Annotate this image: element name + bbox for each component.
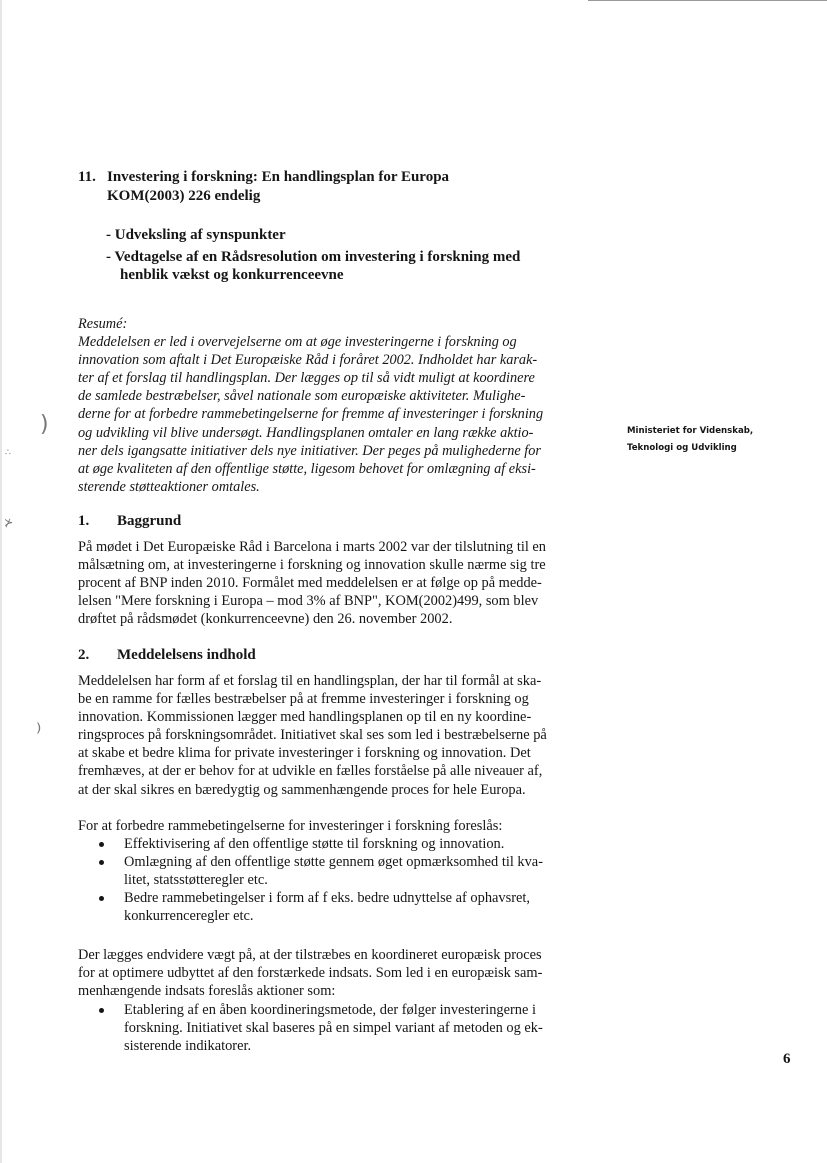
margin-mark: ⊁ bbox=[4, 516, 14, 529]
paragraph-line: for at optimere udbyttet af den forstærkede indsats. Som led i en europæisk sam- bbox=[78, 965, 543, 982]
agenda-list bbox=[106, 226, 626, 284]
margin-mark: ) bbox=[40, 412, 49, 437]
resume-block bbox=[78, 315, 598, 496]
resume-line: ter af et forslag til handlingsplan. Der lægges op til så vidt muligt at koordinere bbox=[78, 370, 535, 387]
koordinering-paragraph bbox=[78, 946, 603, 1000]
paragraph-line: procent af BNP inden 2010. Formålet med meddelelsen er at følge op på medde- bbox=[78, 575, 542, 592]
list-item-text: forskning. Initiativet skal baseres på en simpel variant af metoden og ek- bbox=[124, 1020, 543, 1037]
margin-mark: ∴ bbox=[5, 448, 11, 458]
paragraph-line: Meddelelsen har form af et forslag til en handlingsplan, der har til formål at ska- bbox=[78, 673, 542, 689]
paragraph-line: For at forbedre rammebetingelserne for investeringer i forskning foreslås: bbox=[78, 818, 503, 834]
paragraph-line: fremhæves, at der er behov for at udvikle en fælles forståelse på alle niveauer af, bbox=[78, 763, 543, 780]
list-item bbox=[78, 835, 603, 853]
agenda-item-cont: henblik vækst og konkurrenceevne bbox=[120, 267, 344, 283]
top-rule bbox=[588, 0, 827, 1]
resume-label: Resumé: bbox=[78, 316, 128, 332]
resume-line: ner dels igangsatte initiativer dels nye initiativer. Der peges på mulighederne for bbox=[78, 442, 541, 459]
paragraph-line: be en ramme for fælles bestræbelser på at fremme investeringer i forskning og bbox=[78, 691, 529, 708]
margin-mark: ⁾ bbox=[36, 720, 42, 745]
paragraph-line: drøftet på rådsmødet (konkurrenceevne) den 26. november 2002. bbox=[78, 611, 453, 628]
list-item bbox=[78, 853, 603, 889]
heading-title: Investering i forskning: En handlingsplan for Europa bbox=[107, 169, 450, 185]
resume-line: Meddelelsen er led i overvejelserne om at øge investeringerne i forskning og bbox=[78, 334, 517, 351]
paragraph-line: at der skal sikres en bæredygtig og sammenhængende proces for hele Europa. bbox=[78, 781, 526, 798]
bullet-icon bbox=[99, 896, 104, 901]
list-item-text: konkurrenceregler etc. bbox=[124, 908, 254, 925]
agenda-item: - Udveksling af synspunkter bbox=[106, 227, 286, 243]
section1-paragraph bbox=[78, 538, 603, 628]
paragraph-line: at skabe et bedre klima for private investeringer i forskning og innovation. Det bbox=[78, 745, 531, 762]
list-item-text: Effektivisering af den offentlige støtte til forskning og innovation. bbox=[124, 836, 505, 852]
scan-edge bbox=[0, 0, 2, 1163]
paragraph-line: Der lægges endvidere vægt på, at der tilstræbes en koordineret europæisk proces bbox=[78, 947, 542, 963]
rammebetingelser-list bbox=[78, 835, 603, 925]
resume-line: derne for at forbedre rammebetingelserne for fremme af investeringer i forskning bbox=[78, 406, 544, 423]
paragraph-line: ringsproces på forskningsområdet. Initiativet skal ses som led i bestræbelserne på bbox=[78, 727, 547, 744]
paragraph-line: innovation. Kommissionen lægger med handlingsplanen op til en ny koordine- bbox=[78, 709, 532, 726]
bullet-icon bbox=[99, 1008, 104, 1013]
paragraph-line: På mødet i Det Europæiske Råd i Barcelona i marts 2002 var der tilslutning til en bbox=[78, 539, 547, 555]
resume-line: sterende støtteaktioner omtales. bbox=[78, 478, 260, 495]
bullet-icon bbox=[99, 860, 104, 865]
section2-paragraph bbox=[78, 672, 603, 799]
paragraph-line: målsætning om, at investeringerne i forskning og innovation skulle nærme sig tre bbox=[78, 557, 546, 574]
list-item bbox=[78, 1001, 603, 1055]
bullet-icon bbox=[99, 842, 104, 847]
paragraph-line: lelsen "Mere forskning i Europa – mod 3% af BNP", KOM(2002)499, som blev bbox=[78, 593, 539, 610]
ministry-sidebar bbox=[627, 423, 817, 457]
list-item-text: sisterende indikatorer. bbox=[124, 1038, 252, 1055]
resume-line: at øge kvaliteten af den offentlige støtte, ligesom behovet for omlægning af eksi- bbox=[78, 460, 536, 477]
rammebetingelser-intro bbox=[78, 817, 603, 835]
ministry-name: Ministeriet for Videnskab, bbox=[627, 426, 754, 436]
list-item-text: litet, statsstøtteregler etc. bbox=[124, 872, 268, 889]
resume-line: innovation som aftalt i Det Europæiske Råd i foråret 2002. Indholdet har karak- bbox=[78, 352, 538, 369]
list-item-text: Etablering af en åben koordineringsmetode, der følger investeringerne i bbox=[124, 1002, 536, 1018]
list-item-text: Bedre rammebetingelser i form af f eks. bedre udnyttelse af ophavsret, bbox=[124, 890, 530, 907]
aktioner-list bbox=[78, 1001, 603, 1055]
section-number: 2. bbox=[78, 647, 90, 663]
section-number: 1. bbox=[78, 513, 90, 529]
list-item bbox=[78, 889, 603, 925]
section-title: Meddelelsens indhold bbox=[117, 647, 256, 663]
resume-line: de samlede bestræbelser, såvel nationale som europæiske aktiviteter. Mulighe- bbox=[78, 388, 526, 405]
paragraph-line: menhængende indsats foreslås aktioner som: bbox=[78, 983, 336, 1000]
ministry-name: Teknologi og Udvikling bbox=[627, 443, 737, 453]
heading-number: 11. bbox=[78, 169, 96, 185]
page-number: 6 bbox=[783, 1051, 791, 1067]
resume-line: og udvikling vil blive undersøgt. Handlingsplanen omtaler en lang række aktio- bbox=[78, 424, 534, 441]
heading-reference: KOM(2003) 226 endelig bbox=[107, 188, 261, 204]
agenda-item: - Vedtagelse af en Rådsresolution om investering i forskning med bbox=[106, 249, 521, 265]
list-item-text: Omlægning af den offentlige støtte gennem øget opmærksomhed til kva- bbox=[124, 854, 543, 871]
section-title: Baggrund bbox=[117, 513, 182, 529]
